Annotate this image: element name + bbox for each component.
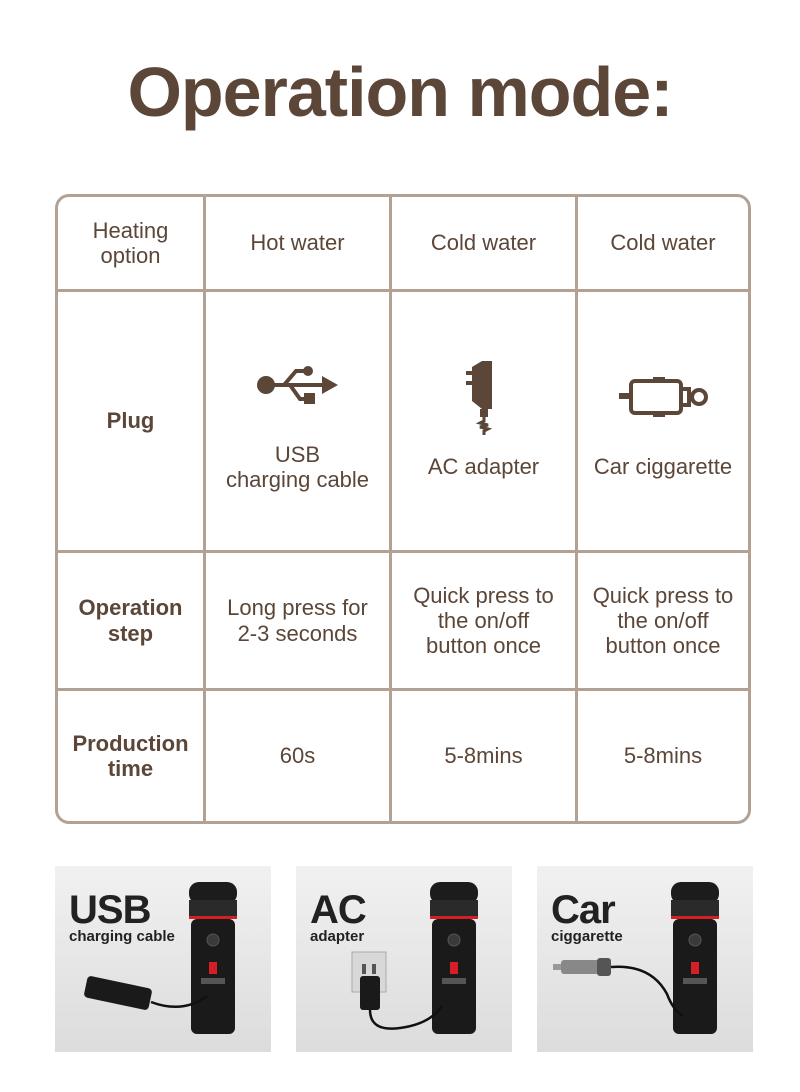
photo-ac xyxy=(296,866,512,1052)
photo-ac-subtitle: adapter xyxy=(310,928,365,945)
photo-ac-title: AC xyxy=(310,888,366,932)
production-time-3: 5-8mins xyxy=(623,743,703,769)
page-title: Operation mode: xyxy=(127,53,673,131)
plug-usb xyxy=(206,292,392,553)
photo-car xyxy=(537,866,753,1052)
production-time-1: 60s xyxy=(206,691,392,821)
col-header-2: Cold water xyxy=(392,197,578,292)
usb-icon xyxy=(256,350,340,420)
photo-usb xyxy=(55,866,271,1052)
ac-adapter-icon xyxy=(462,362,506,432)
photo-usb-title: USB xyxy=(69,888,151,932)
plug-car-label: Car ciggarette xyxy=(593,454,733,480)
plug-ac-label: AC adapter xyxy=(427,454,540,480)
wall-adapter-icon xyxy=(350,948,450,1038)
operation-step-1: Long press for 2-3 seconds xyxy=(206,553,392,691)
col-header-1: Hot water xyxy=(206,197,392,292)
car-charger-icon xyxy=(617,362,709,432)
photo-car-title: Car xyxy=(551,888,615,932)
plug-usb-label: USB charging cable xyxy=(225,441,370,492)
plug-car xyxy=(578,292,748,553)
car-plug-icon xyxy=(551,954,691,1024)
product-photos xyxy=(0,866,800,1054)
operation-table xyxy=(55,194,751,824)
production-time-2: 5-8mins xyxy=(392,691,578,821)
col-header-3: Cold water xyxy=(578,197,748,292)
operation-step-2: Quick press to the on/off button once xyxy=(392,553,578,691)
plug-label: Plug xyxy=(58,292,206,553)
power-bank-icon xyxy=(83,974,213,1024)
operation-step-3: Quick press to the on/off button once xyxy=(578,553,748,691)
photo-car-subtitle: ciggarette xyxy=(551,928,623,945)
plug-ac xyxy=(392,292,578,553)
operation-step-label: Operation step xyxy=(58,553,206,691)
photo-usb-subtitle: charging cable xyxy=(69,928,175,945)
production-time-label: Production time xyxy=(58,691,206,821)
heating-option-label: Heating option xyxy=(58,197,206,292)
